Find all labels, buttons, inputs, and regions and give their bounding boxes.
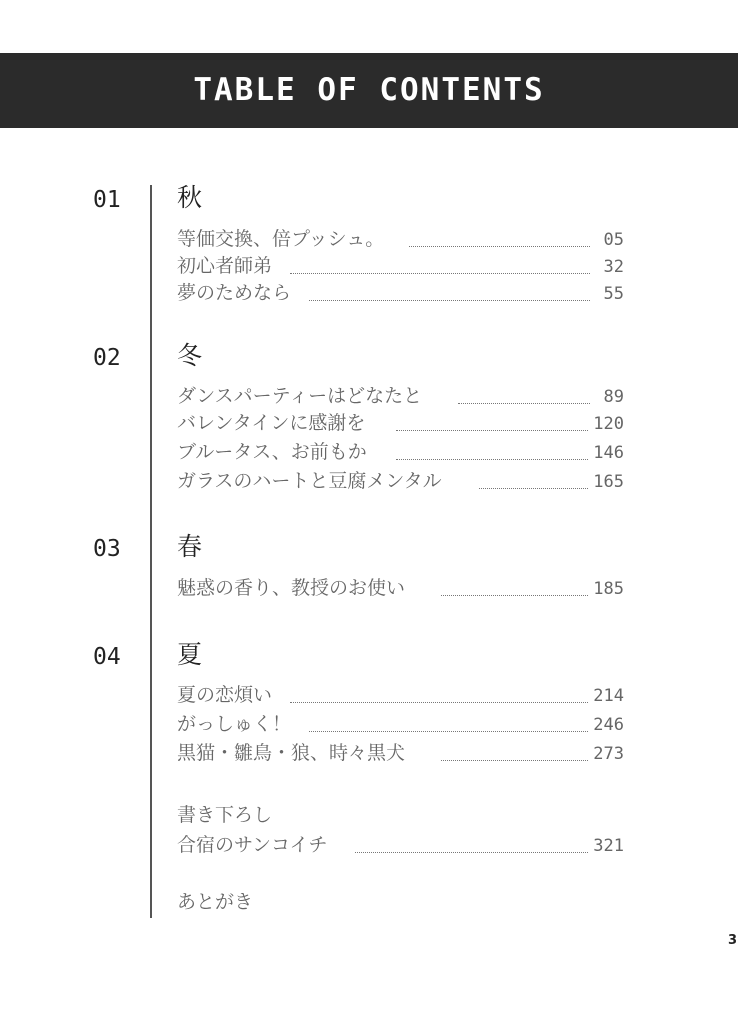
toc-entry[interactable] xyxy=(177,440,624,464)
entry-page: 321 xyxy=(593,836,624,856)
entry-title: 夢のためなら xyxy=(177,282,292,304)
section-number: 03 xyxy=(93,536,121,562)
toc-entry[interactable] xyxy=(177,227,624,251)
section-title: 春 xyxy=(177,532,203,561)
section-number: 02 xyxy=(93,345,121,371)
divider-line xyxy=(150,185,152,918)
toc-entry[interactable] xyxy=(177,254,624,278)
entry-title: バレンタインに感謝を xyxy=(177,412,366,434)
entry-title: 黒猫・雛鳥・狼、時々黒犬 xyxy=(177,742,406,764)
toc-entry[interactable] xyxy=(177,281,624,305)
toc-entry[interactable] xyxy=(177,833,624,857)
entry-page: 32 xyxy=(603,257,624,277)
entry-page: 146 xyxy=(593,443,624,463)
section-title: 夏 xyxy=(177,640,203,669)
page-title: TABLE OF CONTENTS xyxy=(193,72,545,108)
toc-entry[interactable] xyxy=(177,469,624,493)
toc-entry[interactable] xyxy=(177,741,624,765)
entry-page: 185 xyxy=(593,579,624,599)
entry-page: 246 xyxy=(593,715,624,735)
entry-title: 初心者師弟 xyxy=(177,255,273,277)
dot-leader xyxy=(479,488,588,489)
entry-title: ガラスのハートと豆腐メンタル xyxy=(177,470,442,492)
entry-page: 214 xyxy=(593,686,624,706)
dot-leader xyxy=(309,300,590,301)
dot-leader xyxy=(441,595,588,596)
entry-title: がっしゅく！ xyxy=(177,713,292,735)
dot-leader xyxy=(441,760,588,761)
section-title: 秋 xyxy=(177,183,203,212)
toc-entry[interactable] xyxy=(177,712,624,736)
entry-page: 165 xyxy=(593,472,624,492)
entry-page: 89 xyxy=(603,387,624,407)
entry-title: ダンスパーティーはどなたと xyxy=(177,385,423,407)
dot-leader xyxy=(396,430,588,431)
toc-entry[interactable] xyxy=(177,576,624,600)
entry-page: 05 xyxy=(603,230,624,250)
entry-title: 等価交換、倍プッシュ。 xyxy=(177,228,385,250)
dot-leader xyxy=(290,702,588,703)
section-number: 04 xyxy=(93,644,121,670)
toc-entry[interactable] xyxy=(177,411,624,435)
toc-entry[interactable] xyxy=(177,683,624,707)
extra-heading: 書き下ろし xyxy=(177,804,273,826)
section-title: 冬 xyxy=(177,341,203,370)
entry-title: 魅惑の香り、教授のお使い xyxy=(177,577,406,599)
dot-leader xyxy=(409,246,590,247)
entry-page: 120 xyxy=(593,414,624,434)
dot-leader xyxy=(309,731,588,732)
entry-page: 273 xyxy=(593,744,624,764)
entry-title: 合宿のサンコイチ xyxy=(177,834,328,856)
dot-leader xyxy=(458,403,590,404)
dot-leader xyxy=(396,459,588,460)
entry-title: 夏の恋煩い xyxy=(177,684,273,706)
entry-title: ブルータス、お前もか xyxy=(177,441,367,463)
entry-page: 55 xyxy=(603,284,624,304)
afterword-entry[interactable]: あとがき xyxy=(177,891,254,913)
section-number: 01 xyxy=(93,187,121,213)
dot-leader xyxy=(290,273,590,274)
toc-entry[interactable] xyxy=(177,384,624,408)
dot-leader xyxy=(355,852,588,853)
page-number: 3 xyxy=(728,933,738,948)
